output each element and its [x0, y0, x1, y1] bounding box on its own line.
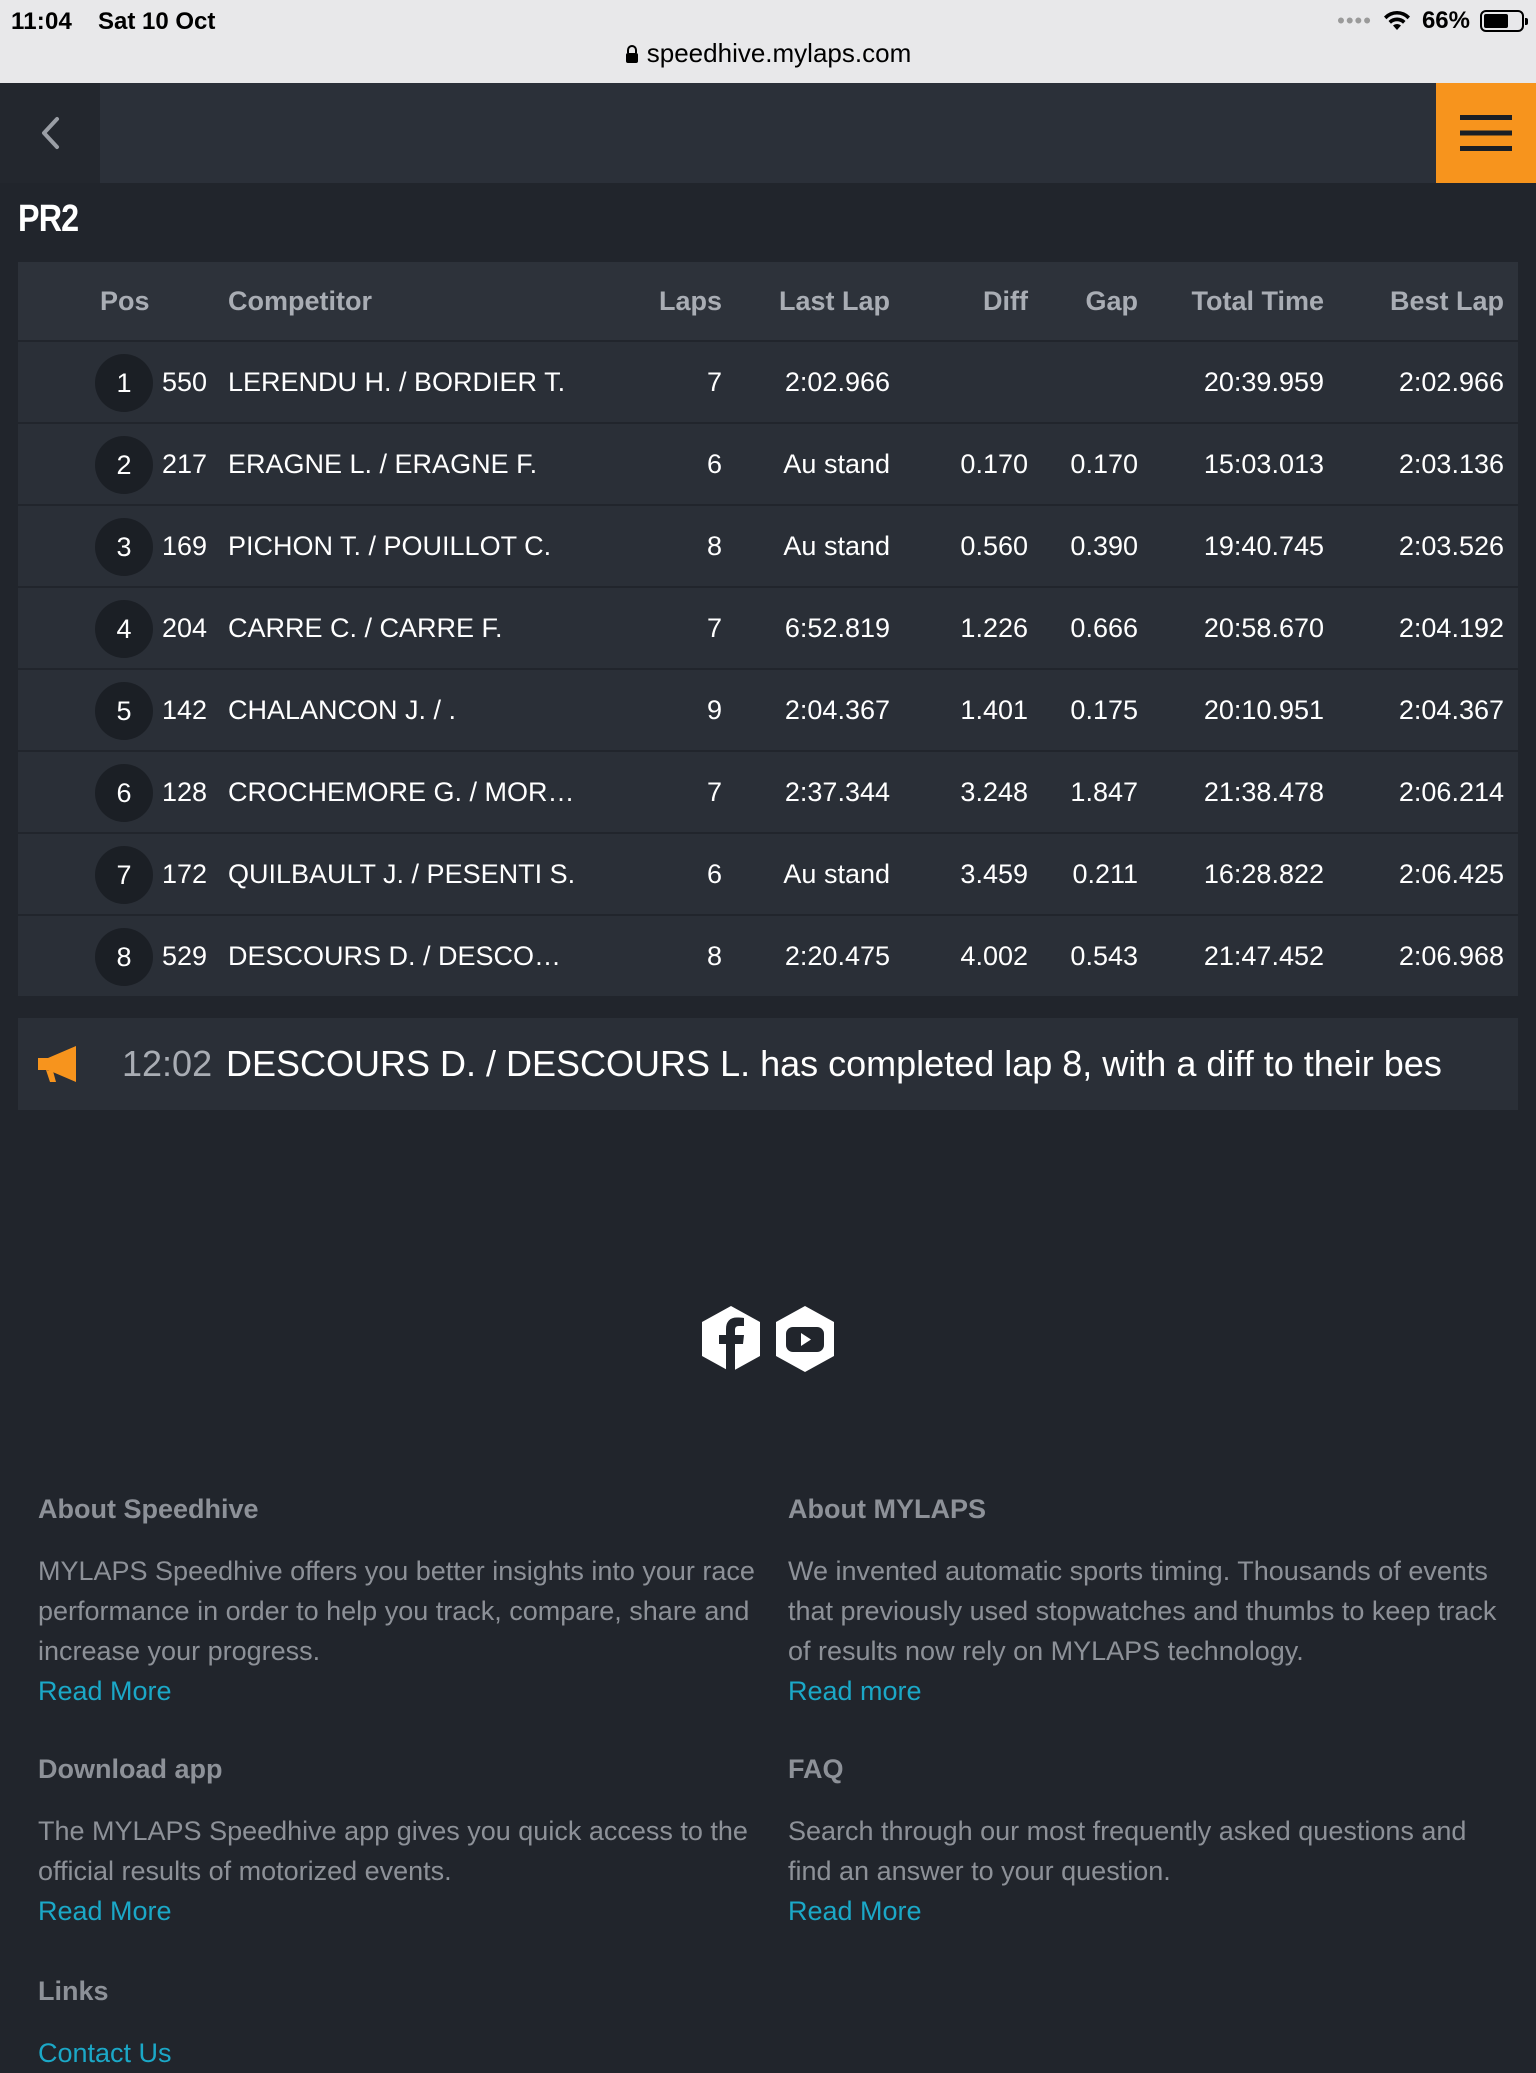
position-badge: 6: [95, 764, 153, 822]
position-badge: 4: [95, 600, 153, 658]
table-row[interactable]: [18, 670, 1518, 752]
footer-download-app: [38, 1754, 758, 1931]
diff-value: [890, 342, 1028, 422]
best-lap-value: 2:03.136: [1398, 448, 1504, 479]
facebook-icon[interactable]: [699, 1304, 763, 1374]
footer-text: MYLAPS Speedhive offers you better insights into your race performance in order to help you track, compare, share and increase your progress.: [38, 1556, 755, 1666]
footer-heading: About Speedhive: [38, 1494, 259, 1524]
header-best-lap[interactable]: Best Lap: [1389, 285, 1504, 316]
gap-value: [1028, 342, 1138, 422]
diff-value: 3.248: [960, 776, 1028, 807]
best-lap-value: 2:04.367: [1398, 694, 1504, 725]
back-arrow-icon: [38, 115, 62, 151]
table-header: [18, 262, 1518, 342]
gap-value: 0.390: [1070, 530, 1138, 561]
total-time-value: 20:10.951: [1203, 694, 1324, 725]
header-diff[interactable]: Diff: [983, 285, 1028, 316]
contact-us-link[interactable]: Contact Us: [38, 2038, 172, 2068]
battery-percentage: 66%: [1421, 7, 1470, 34]
menu-button[interactable]: [1436, 83, 1536, 183]
header-gap[interactable]: Gap: [1085, 285, 1138, 316]
best-lap-value: 2:03.526: [1398, 530, 1504, 561]
page-title: PR2: [18, 198, 79, 240]
gap-value: 0.170: [1070, 448, 1138, 479]
youtube-icon[interactable]: [773, 1304, 837, 1374]
car-number: 529: [162, 940, 208, 971]
lock-icon: [625, 45, 639, 63]
live-ticker: [18, 1018, 1518, 1110]
car-number: 550: [162, 366, 208, 397]
car-number: 142: [162, 694, 208, 725]
footer-text: We invented automatic sports timing. Thousands of events that previously used stopwatches and thumbs to keep track of results now rely on MYLAPS technology.: [788, 1556, 1497, 1666]
laps-value: 7: [706, 776, 722, 807]
gap-value: 1.847: [1070, 776, 1138, 807]
status-date: Sat 10 Oct: [98, 8, 216, 35]
position-badge: 8: [95, 928, 153, 986]
header-laps[interactable]: Laps: [658, 285, 722, 316]
ticker-time: 12:02: [122, 1043, 213, 1084]
total-time-value: 21:38.478: [1203, 776, 1324, 807]
gap-value: 0.543: [1070, 940, 1138, 971]
footer-text: Search through our most frequently asked questions and find an answer to your question.: [788, 1816, 1467, 1886]
header-last-lap[interactable]: Last Lap: [778, 285, 890, 316]
gap-value: 0.211: [1072, 858, 1138, 889]
social-links: [0, 1304, 1536, 1374]
best-lap-value: 2:06.214: [1398, 776, 1504, 807]
read-more-link[interactable]: Read More: [38, 1896, 172, 1926]
ticker-message: DESCOURS D. / DESCOURS L. has completed lap 8, with a diff to their bes: [226, 1043, 1442, 1084]
diff-value: 3.459: [960, 858, 1028, 889]
total-time-value: 15:03.013: [1203, 448, 1324, 479]
footer-faq: [788, 1754, 1508, 1931]
diff-value: 4.002: [960, 940, 1028, 971]
gap-value: 0.666: [1070, 612, 1138, 643]
total-time-value: 16:28.822: [1203, 858, 1324, 889]
best-lap-value: 2:06.968: [1398, 940, 1504, 971]
last-lap-value: 2:04.367: [784, 694, 890, 725]
position-badge: 1: [95, 354, 153, 412]
back-button[interactable]: [0, 83, 100, 183]
car-number: 172: [162, 858, 208, 889]
last-lap-value: Au stand: [783, 448, 890, 479]
table-row[interactable]: [18, 424, 1518, 506]
diff-value: 1.401: [960, 694, 1028, 725]
last-lap-value: 2:02.966: [784, 366, 890, 397]
table-row[interactable]: [18, 506, 1518, 588]
url-bar[interactable]: [0, 38, 1536, 69]
battery-icon: [1480, 10, 1524, 32]
total-time-value: 20:39.959: [1203, 366, 1324, 397]
last-lap-value: 2:37.344: [784, 776, 890, 807]
read-more-link[interactable]: Read More: [38, 1676, 172, 1706]
footer-heading: Download app: [38, 1754, 223, 1784]
position-badge: 2: [95, 436, 153, 494]
competitor-name: CARRE C. / CARRE F.: [228, 612, 503, 643]
total-time-value: 21:47.452: [1203, 940, 1324, 971]
competitor-name: PICHON T. / POUILLOT C.: [228, 530, 552, 561]
footer-about-speedhive: [38, 1494, 758, 1711]
table-row[interactable]: [18, 342, 1518, 424]
diff-value: 1.226: [960, 612, 1028, 643]
position-badge: 5: [95, 682, 153, 740]
table-row[interactable]: [18, 916, 1518, 998]
competitor-name: DESCOURS D. / DESCO…: [228, 940, 562, 971]
footer-about-mylaps: [788, 1494, 1508, 1711]
best-lap-value: 2:06.425: [1398, 858, 1504, 889]
results-table: [18, 262, 1518, 998]
car-number: 128: [162, 776, 208, 807]
last-lap-value: 2:20.475: [784, 940, 890, 971]
last-lap-value: Au stand: [783, 858, 890, 889]
car-number: 169: [162, 530, 208, 561]
diff-value: 0.170: [960, 448, 1028, 479]
last-lap-value: Au stand: [783, 530, 890, 561]
header-total-time[interactable]: Total Time: [1191, 285, 1324, 316]
laps-value: 6: [706, 858, 722, 889]
status-indicators: [1337, 6, 1524, 36]
best-lap-value: 2:04.192: [1398, 612, 1504, 643]
status-time: 11:04: [11, 8, 73, 35]
total-time-value: 19:40.745: [1203, 530, 1324, 561]
car-number: 204: [162, 612, 208, 643]
position-badge: 7: [95, 846, 153, 904]
competitor-name: ERAGNE L. / ERAGNE F.: [228, 448, 538, 479]
footer-heading: FAQ: [788, 1754, 844, 1784]
laps-value: 9: [706, 694, 722, 725]
competitor-name: CROCHEMORE G. / MOR…: [228, 776, 575, 807]
url-text: speedhive.mylaps.com: [646, 38, 912, 68]
megaphone-icon: [36, 1044, 80, 1084]
car-number: 217: [162, 448, 208, 479]
footer-links: [38, 1976, 758, 2073]
table-row[interactable]: [18, 834, 1518, 916]
laps-value: 6: [706, 448, 722, 479]
competitor-name: CHALANCON J. / .: [228, 694, 457, 725]
footer-heading: About MYLAPS: [788, 1494, 986, 1524]
header-competitor[interactable]: Competitor: [228, 285, 372, 316]
laps-value: 8: [706, 530, 722, 561]
last-lap-value: 6:52.819: [784, 612, 890, 643]
laps-value: 7: [706, 366, 722, 397]
signal-icon: ••••: [1337, 8, 1372, 33]
best-lap-value: 2:02.966: [1398, 366, 1504, 397]
total-time-value: 20:58.670: [1203, 612, 1324, 643]
wifi-icon: [1382, 10, 1412, 32]
footer-heading: Links: [38, 1976, 109, 2006]
laps-value: 7: [706, 612, 722, 643]
hamburger-menu-icon: [1458, 113, 1514, 153]
footer-text: The MYLAPS Speedhive app gives you quick access to the official results of motorized events.: [38, 1816, 748, 1886]
laps-value: 8: [706, 940, 722, 971]
app-header: [0, 83, 1536, 183]
competitor-name: QUILBAULT J. / PESENTI S.: [228, 858, 576, 889]
read-more-link[interactable]: Read More: [788, 1896, 922, 1926]
browser-chrome: [0, 0, 1536, 83]
position-badge: 3: [95, 518, 153, 576]
competitor-name: LERENDU H. / BORDIER T.: [228, 366, 566, 397]
diff-value: 0.560: [960, 530, 1028, 561]
header-pos[interactable]: Pos: [100, 285, 150, 316]
table-row[interactable]: [18, 752, 1518, 834]
gap-value: 0.175: [1070, 694, 1138, 725]
table-row[interactable]: [18, 588, 1518, 670]
read-more-link[interactable]: Read more: [788, 1676, 922, 1706]
